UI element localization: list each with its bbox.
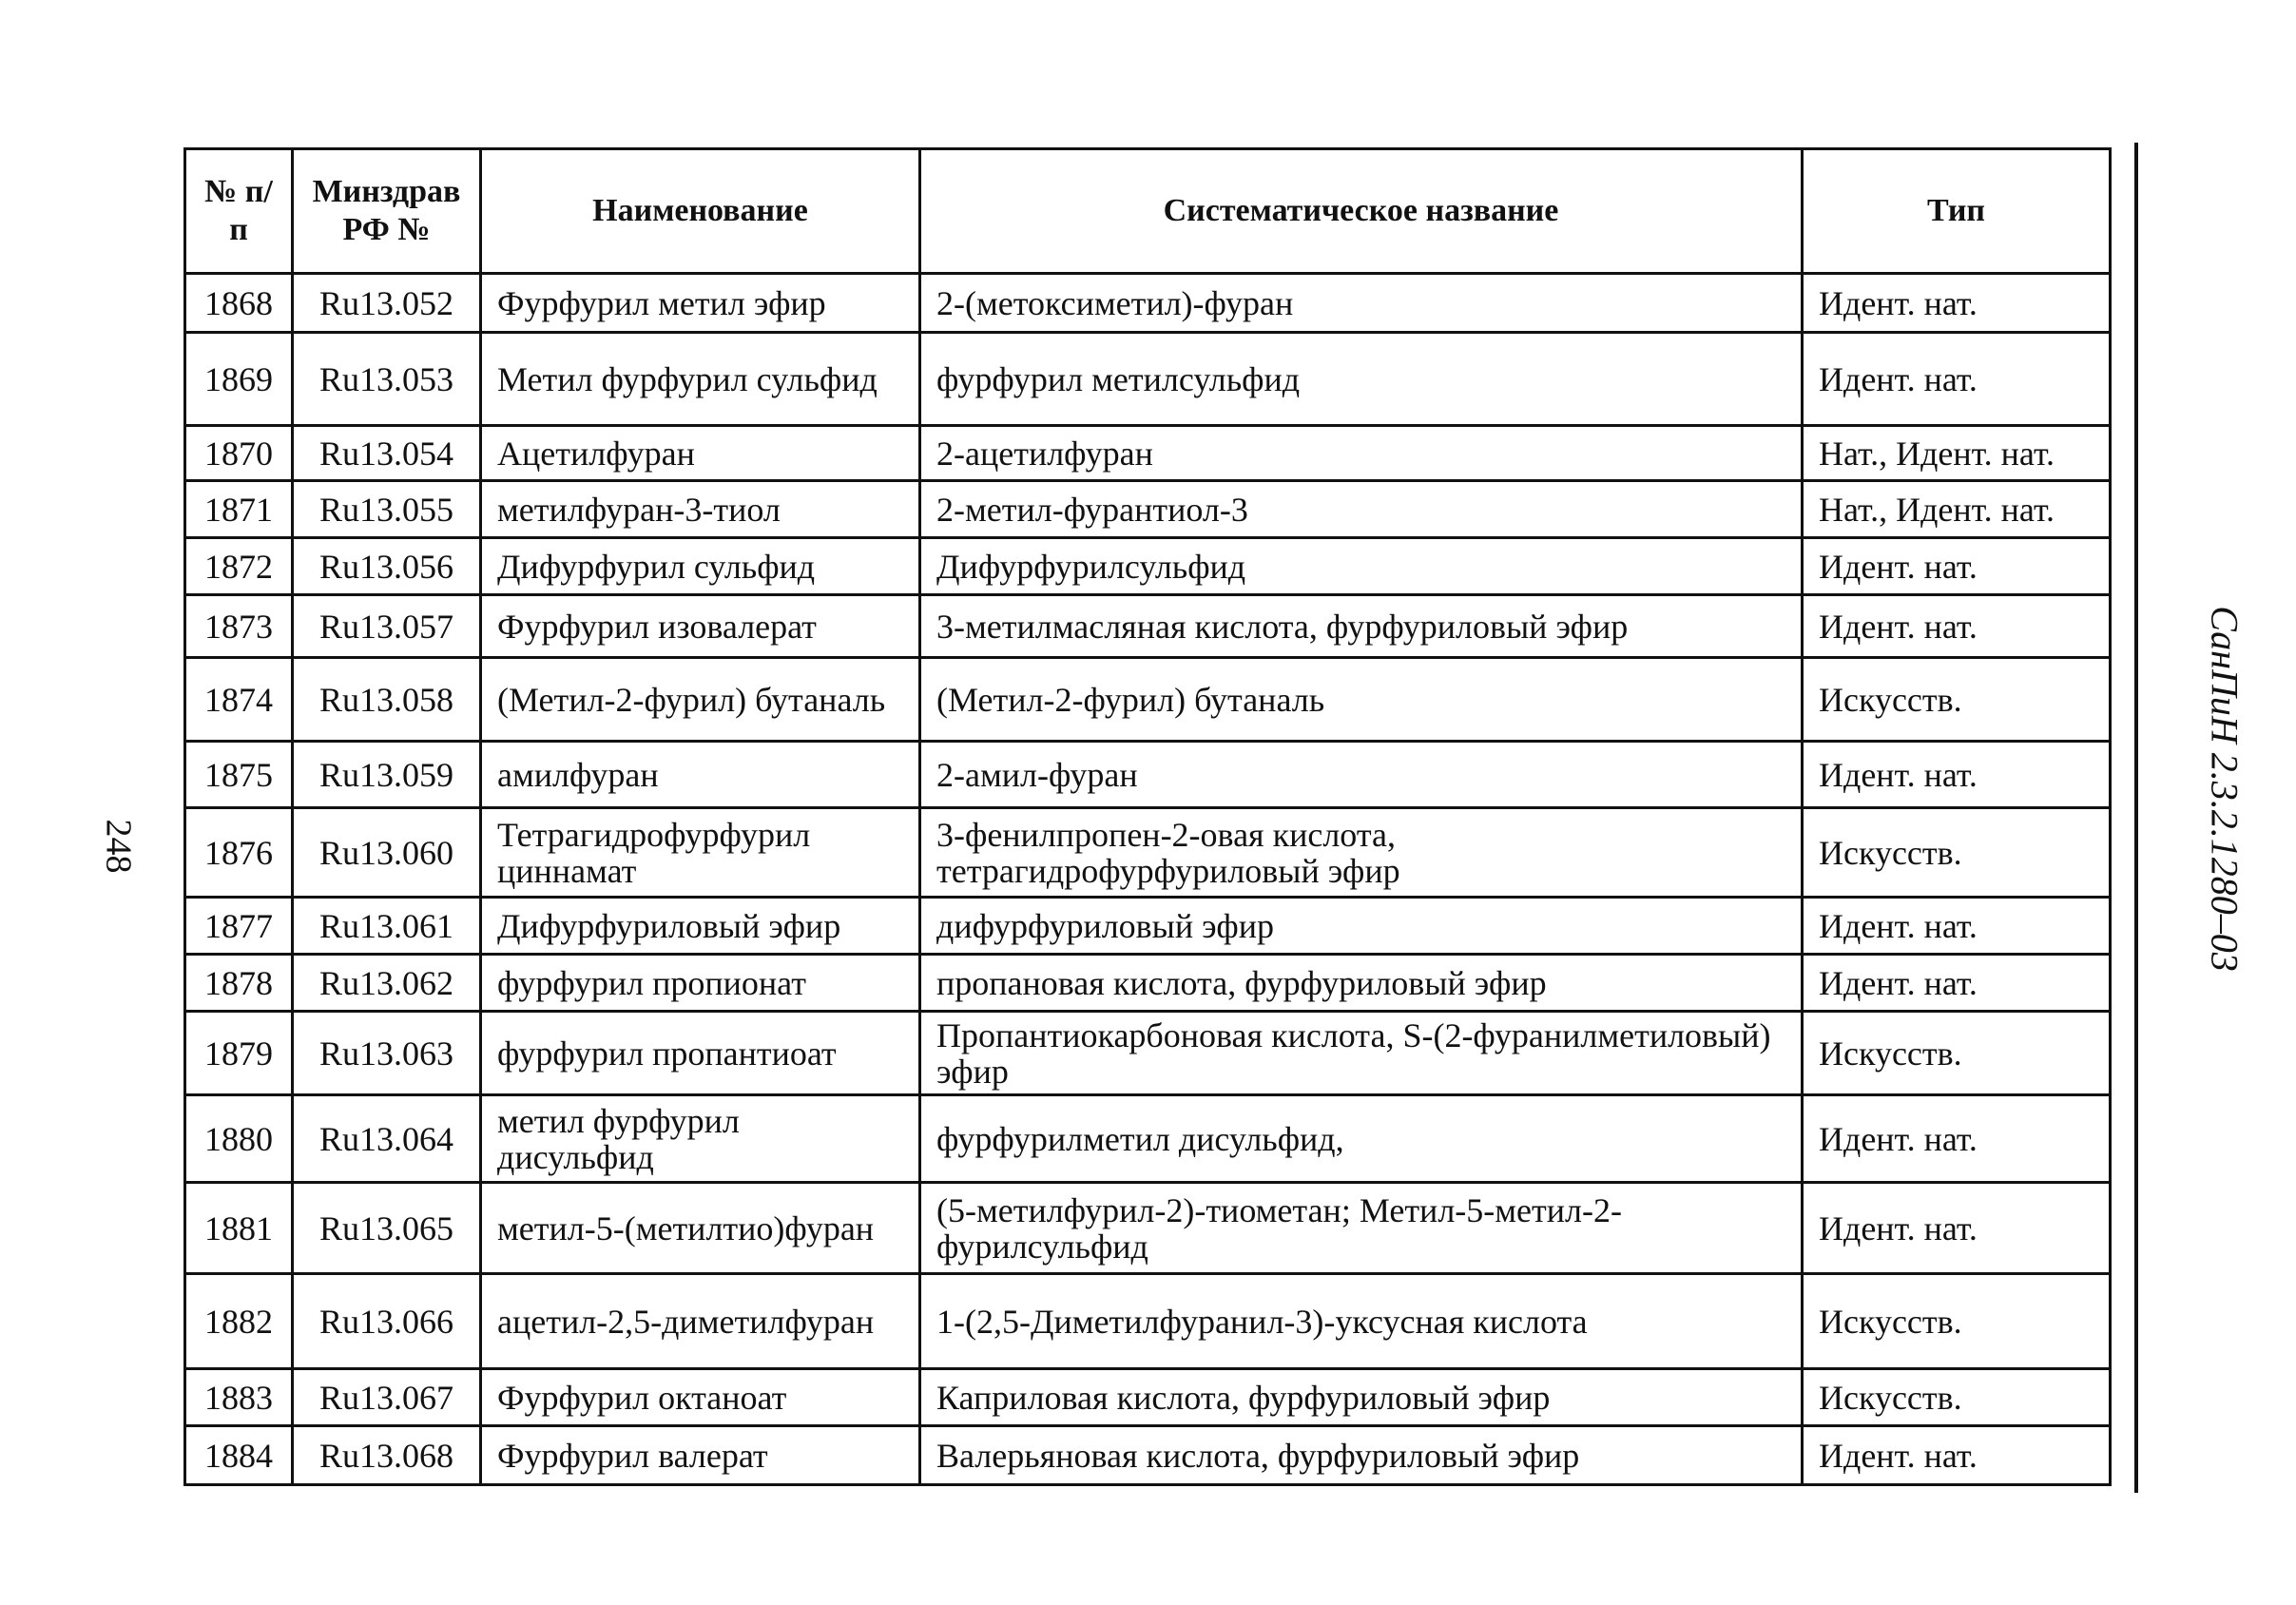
cell-type: Искусств.	[1803, 808, 2111, 898]
cell-name: Метил фурфурил сульфид	[481, 333, 920, 426]
cell-ministry-code: Ru13.058	[293, 658, 481, 742]
cell-name: метилфуран-3-тиол	[481, 481, 920, 538]
cell-type: Идент. нат.	[1803, 1426, 2111, 1485]
running-head: СанПиН 2.3.2.1280–03	[2203, 606, 2247, 972]
header-type: Тип	[1803, 149, 2111, 274]
cell-type: Идент. нат.	[1803, 1095, 2111, 1183]
cell-ministry-code: Ru13.052	[293, 274, 481, 333]
additives-table	[183, 147, 2112, 1486]
cell-type: Искусств.	[1803, 1274, 2111, 1369]
table-row	[185, 1274, 2111, 1369]
cell-name: Фурфурил октаноат	[481, 1369, 920, 1426]
cell-ministry-code: Ru13.065	[293, 1183, 481, 1274]
cell-type: Идент. нат.	[1803, 538, 2111, 595]
cell-number: 1870	[185, 426, 293, 481]
cell-type: Нат., Идент. нат.	[1803, 426, 2111, 481]
cell-type: Искусств.	[1803, 1012, 2111, 1095]
cell-number: 1881	[185, 1183, 293, 1274]
cell-systematic-name: дифурфуриловый эфир	[920, 898, 1803, 955]
table-row	[185, 1183, 2111, 1274]
header-number: № п/п	[185, 149, 293, 274]
cell-number: 1875	[185, 742, 293, 808]
cell-systematic-name: Валерьяновая кислота, фурфуриловый эфир	[920, 1426, 1803, 1485]
cell-number: 1879	[185, 1012, 293, 1095]
cell-ministry-code: Ru13.055	[293, 481, 481, 538]
cell-systematic-name: пропановая кислота, фурфуриловый эфир	[920, 955, 1803, 1012]
cell-number: 1880	[185, 1095, 293, 1183]
header-systematic-name: Систематическое название	[920, 149, 1803, 274]
cell-name: Фурфурил метил эфир	[481, 274, 920, 333]
table-row	[185, 1095, 2111, 1183]
table-row	[185, 1426, 2111, 1485]
cell-type: Идент. нат.	[1803, 898, 2111, 955]
cell-systematic-name: 2-(метоксиметил)-фуран	[920, 274, 1803, 333]
table-header-row	[185, 149, 2111, 274]
cell-number: 1883	[185, 1369, 293, 1426]
cell-ministry-code: Ru13.059	[293, 742, 481, 808]
cell-type: Искусств.	[1803, 658, 2111, 742]
cell-systematic-name: фурфурил метилсульфид	[920, 333, 1803, 426]
cell-name: фурфурил пропионат	[481, 955, 920, 1012]
cell-number: 1884	[185, 1426, 293, 1485]
cell-systematic-name: 2-ацетилфуран	[920, 426, 1803, 481]
cell-type: Нат., Идент. нат.	[1803, 481, 2111, 538]
cell-systematic-name: 2-амил-фуран	[920, 742, 1803, 808]
cell-systematic-name: (5-метилфурил-2)-тиометан; Метил-5-метил-2-фурилсульфид	[920, 1183, 1803, 1274]
cell-ministry-code: Ru13.057	[293, 595, 481, 658]
cell-systematic-name: 1-(2,5-Диметилфуранил-3)-уксусная кислота	[920, 1274, 1803, 1369]
table-row	[185, 742, 2111, 808]
table-row	[185, 595, 2111, 658]
margin-rule	[2134, 143, 2138, 1493]
table-row	[185, 481, 2111, 538]
cell-name: метил фурфурил дисульфид	[481, 1095, 920, 1183]
cell-name: Дифурфуриловый эфир	[481, 898, 920, 955]
cell-number: 1878	[185, 955, 293, 1012]
cell-name: Фурфурил валерат	[481, 1426, 920, 1485]
cell-name: метил-5-(метилтио)фуран	[481, 1183, 920, 1274]
cell-name: фурфурил пропантиоат	[481, 1012, 920, 1095]
cell-systematic-name: (Метил-2-фурил) бутаналь	[920, 658, 1803, 742]
table-row	[185, 658, 2111, 742]
cell-type: Искусств.	[1803, 1369, 2111, 1426]
cell-name: Тетрагидрофурфурил циннамат	[481, 808, 920, 898]
header-ministry-code: Минздрав РФ №	[293, 149, 481, 274]
cell-systematic-name: фурфурилметил дисульфид,	[920, 1095, 1803, 1183]
table-row	[185, 538, 2111, 595]
cell-number: 1873	[185, 595, 293, 658]
cell-number: 1877	[185, 898, 293, 955]
table-row	[185, 333, 2111, 426]
cell-type: Идент. нат.	[1803, 742, 2111, 808]
cell-number: 1872	[185, 538, 293, 595]
cell-type: Идент. нат.	[1803, 595, 2111, 658]
cell-systematic-name: 2-метил-фурантиол-3	[920, 481, 1803, 538]
cell-name: (Метил-2-фурил) бутаналь	[481, 658, 920, 742]
cell-ministry-code: Ru13.066	[293, 1274, 481, 1369]
cell-name: Фурфурил изовалерат	[481, 595, 920, 658]
cell-systematic-name: Пропантиокарбоновая кислота, S-(2-фуранилметиловый) эфир	[920, 1012, 1803, 1095]
table-row	[185, 1369, 2111, 1426]
cell-ministry-code: Ru13.064	[293, 1095, 481, 1183]
cell-number: 1868	[185, 274, 293, 333]
cell-number: 1882	[185, 1274, 293, 1369]
cell-systematic-name: 3-фенилпропен-2-овая кислота, тетрагидрофурфуриловый эфир	[920, 808, 1803, 898]
cell-number: 1871	[185, 481, 293, 538]
cell-ministry-code: Ru13.054	[293, 426, 481, 481]
cell-number: 1874	[185, 658, 293, 742]
cell-name: амилфуран	[481, 742, 920, 808]
table-row	[185, 898, 2111, 955]
cell-systematic-name: 3-метилмасляная кислота, фурфуриловый эфир	[920, 595, 1803, 658]
cell-number: 1876	[185, 808, 293, 898]
cell-name: Дифурфурил сульфид	[481, 538, 920, 595]
page-number: 248	[98, 819, 139, 874]
table-row	[185, 955, 2111, 1012]
cell-systematic-name: Каприловая кислота, фурфуриловый эфир	[920, 1369, 1803, 1426]
cell-type: Идент. нат.	[1803, 333, 2111, 426]
cell-name: Ацетилфуран	[481, 426, 920, 481]
cell-type: Идент. нат.	[1803, 274, 2111, 333]
cell-ministry-code: Ru13.067	[293, 1369, 481, 1426]
table-row	[185, 808, 2111, 898]
cell-ministry-code: Ru13.068	[293, 1426, 481, 1485]
cell-ministry-code: Ru13.063	[293, 1012, 481, 1095]
table-row	[185, 1012, 2111, 1095]
cell-type: Идент. нат.	[1803, 955, 2111, 1012]
cell-type: Идент. нат.	[1803, 1183, 2111, 1274]
header-name: Наименование	[481, 149, 920, 274]
cell-ministry-code: Ru13.061	[293, 898, 481, 955]
cell-name: ацетил-2,5-диметилфуран	[481, 1274, 920, 1369]
cell-ministry-code: Ru13.062	[293, 955, 481, 1012]
cell-systematic-name: Дифурфурилсульфид	[920, 538, 1803, 595]
table-row	[185, 426, 2111, 481]
cell-ministry-code: Ru13.060	[293, 808, 481, 898]
cell-ministry-code: Ru13.056	[293, 538, 481, 595]
table-body	[185, 274, 2111, 1485]
cell-number: 1869	[185, 333, 293, 426]
cell-ministry-code: Ru13.053	[293, 333, 481, 426]
table-row	[185, 274, 2111, 333]
